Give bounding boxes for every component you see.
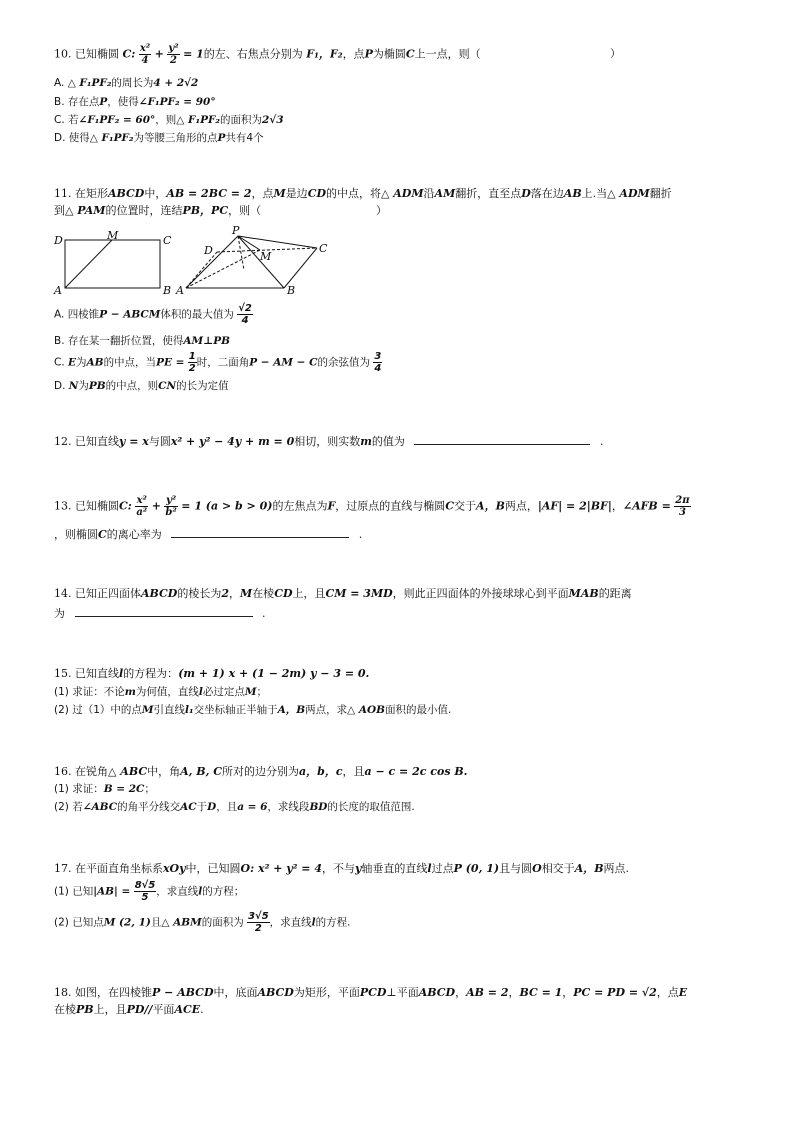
q17-stem: 17. 在平面直角坐标系xOy中，已知圆O: x² + y² = 4，不与y轴垂直的直线l过点P (0, 1)且与圆O相交于A，B两点. [54, 862, 630, 875]
q18-stem-line1: 18. 如图，在四棱锥P − ABCD中，底面ABCD为矩形，平面PCD⊥平面ABCD，AB = 2，BC = 1，PC = PD = √2，点E [54, 986, 688, 999]
label-m: M [107, 230, 119, 242]
q12-answer-blank[interactable] [414, 434, 590, 445]
q11-stem-line1: 11. 在矩形ABCD中，AB = 2BC = 2，点M是边CD的中点，将△ ADM沿AM翻折，直至点D落在边AB上.当△ ADM翻折 [54, 187, 672, 200]
q16-stem: 16. 在锐角△ ABC中，角A, B, C所对的边分别为a，b，c，且a − c = 2c cos B. [54, 765, 468, 778]
q17-part2: (2) 已知点M (2, 1)且△ ABM的面积为 $\frac{3√5}{2}$ ，求直线l的方程. [54, 911, 351, 934]
q16-part2: (2) 若∠ABC的角平分线交AC于D，且a = 6，求线段BD的长度的取值范围. [54, 801, 415, 813]
q10-eq-tail: = 1 [183, 47, 204, 61]
q10-option-d: D. 使得△ F₁PF₂为等腰三角形的点P共有4个 [54, 132, 264, 144]
rect-abcd [65, 240, 160, 288]
q10-curve: C: [122, 47, 136, 61]
q13-answer-blank[interactable] [171, 527, 349, 538]
label-a: A [54, 284, 62, 297]
q11-stem-line2: 到△ PAM的位置时，连结PB，PC，则（ [54, 204, 262, 217]
q10-text: 10. 已知椭圆 [54, 47, 119, 61]
q15-stem: 15. 已知直线l的方程为：(m + 1) x + (1 − 2m) y − 3 = 0. [54, 667, 370, 680]
q11-paren-close: ） [376, 204, 387, 217]
q11-option-b: B. 存在某一翻折位置，使得AM⊥PB [54, 335, 231, 347]
label-p: P [232, 224, 240, 237]
label-b2: B [287, 284, 296, 297]
q10-option-b: B. 存在点P，使得∠F₁PF₂ = 90° [54, 96, 216, 108]
q10-paren-close: ） [610, 47, 621, 60]
q14-stem-line2: 为 . [54, 607, 266, 620]
label-c: C [163, 234, 172, 247]
q16-part1: (1) 求证：B = 2C； [54, 783, 155, 795]
label-m2: M [260, 250, 272, 263]
q14-stem-line1: 14. 已知正四面体ABCD的棱长为2，M在棱CD上，且CM = 3MD，则此正四面体的外接球球心到平面MAB的距离 [54, 587, 632, 600]
label-d2: D [204, 244, 213, 257]
q18-stem-line2: 在棱PB上，且PD//平面ACE. [54, 1003, 204, 1016]
q10-foci: F₁，F₂ [306, 47, 343, 61]
q11-option-d: D. N为PB的中点，则CN的长为定值 [54, 380, 229, 392]
segment-am [65, 240, 112, 288]
q17-part1: (1) 已知|AB| = $\frac{8√5}{5}$ ，求直线l的方程； [54, 880, 245, 903]
label-b: B [163, 284, 172, 297]
label-a2: A [176, 284, 184, 297]
q13-stem-line1: 13. 已知椭圆C: $\frac{\text{x²}}{\text{a²}}$ + $\frac{\text{y²}}{\text{b²}}$ = 1 (a > b > 0)的左焦点为F，过原点的直线与椭圆C交于A，B两点，|AF| = 2|BF|，∠AFB = $\frac{2\pi}{3}$ [54, 495, 690, 518]
q15-part2: (2) 过（1）中的点M引直线l₁交坐标轴正半轴于A，B两点，求△ AOB面积的最小值. [54, 704, 452, 716]
q13-stem-line2: ，则椭圆C的离心率为 . [54, 528, 363, 541]
q10-option-c: C. 若∠F₁PF₂ = 60°，则△ F₁PF₂的面积为2√3 [54, 114, 284, 126]
q15-part1: (1) 求证：不论m为何值，直线l必过定点M； [54, 686, 267, 698]
q10-frac-y: $\frac{\text{y²}}{2}$ [168, 43, 179, 66]
q10-frac-x: $\frac{\text{x²}}{4}$ [139, 43, 151, 66]
q12-stem: 12. 已知直线y = x与圆x² + y² − 4y + m = 0相切，则实数m的值为 . [54, 435, 604, 448]
q11-figure-rectangle [50, 230, 180, 298]
q10-option-a: A. △ F₁PF₂的周长为4 + 2√2 [54, 77, 199, 89]
q11-figure-pyramid [172, 224, 337, 298]
label-d: D [54, 234, 63, 247]
q11-option-a: A. 四棱锥P − ABCM体积的最大值为 $\frac{√2}{4}$ [54, 303, 252, 326]
q10-stem: 10. 已知椭圆 C: $\frac{\text{x²}}{4}$ + $\frac{\text{y²}}{2}$ = 1的左、右焦点分别为 F₁，F₂，点P为椭圆C上一点，则（ [54, 43, 481, 66]
q11-option-c: C. E为AB的中点，当PE = $\frac{1}{2}$ 时，二面角P − AM − C的余弦值为 $\frac{3}{4}$ [54, 351, 382, 374]
label-c2: C [319, 242, 328, 255]
q14-answer-blank[interactable] [75, 606, 253, 617]
